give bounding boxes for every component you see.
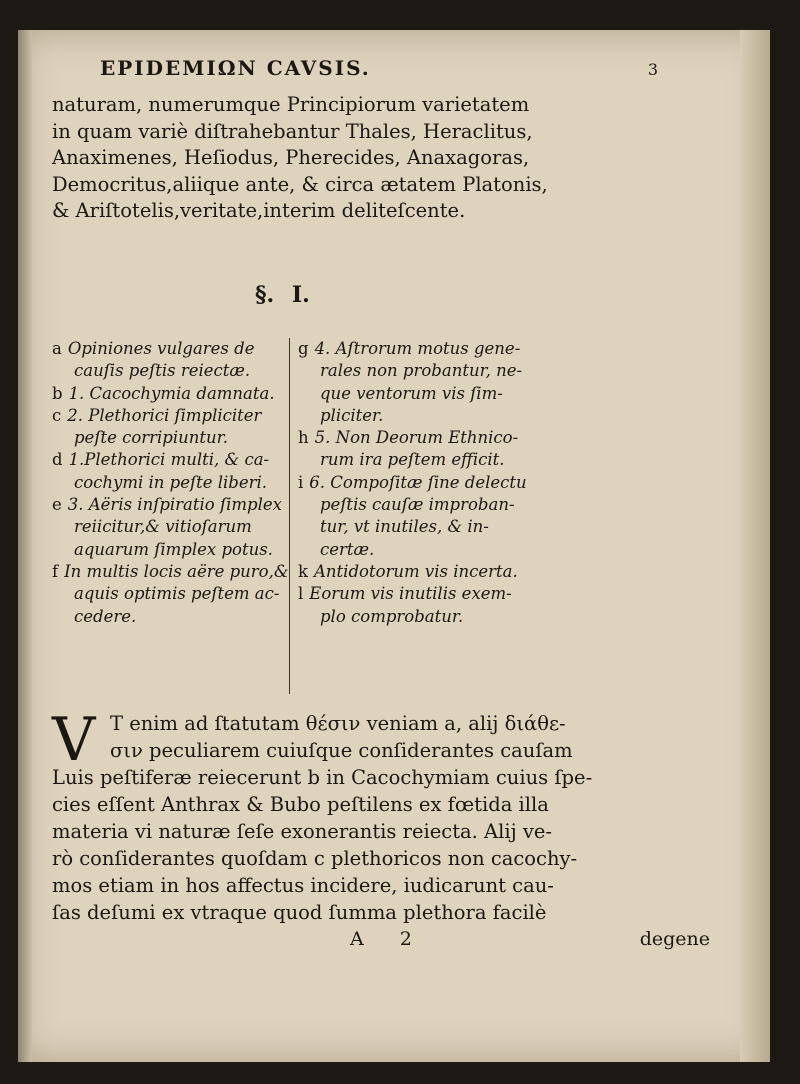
note-text: 6. Compoſitæ ſine delectu xyxy=(309,472,527,492)
note-text: peſte corripiuntur. xyxy=(74,428,228,448)
note-line xyxy=(52,405,292,427)
note-text: tur, vt inutiles, & in- xyxy=(320,517,489,537)
note-mark: g xyxy=(298,339,309,358)
note-text: pliciter. xyxy=(320,405,384,425)
page-number: 3 xyxy=(647,60,660,79)
catchword: degene xyxy=(639,928,710,950)
page-gutter xyxy=(740,30,770,1062)
note-mark: f xyxy=(52,561,59,581)
note-line xyxy=(52,606,292,628)
note-line xyxy=(52,449,292,471)
marginal-note xyxy=(52,338,292,383)
note-line xyxy=(298,494,538,516)
note-line xyxy=(52,561,292,583)
signature-number: 2 xyxy=(399,928,412,950)
note-text: cochymi in peſte liberi. xyxy=(74,472,268,492)
note-mark: d xyxy=(52,450,63,470)
marginal-note xyxy=(52,494,292,561)
drop-cap: V xyxy=(52,705,96,775)
note-text: 1. Cacochymia damnata. xyxy=(68,383,275,403)
note-line xyxy=(52,472,292,494)
note-line xyxy=(52,360,292,382)
intro-paragraph xyxy=(52,92,722,225)
body-paragraph xyxy=(52,705,722,926)
section-heading xyxy=(255,282,555,308)
text-line: T enim ad ſtatutam θέσιν veniam a, alij διάθε- xyxy=(110,712,566,735)
note-line xyxy=(298,539,538,561)
note-line xyxy=(298,583,538,605)
note-mark: e xyxy=(52,495,62,515)
section-symbol: §. xyxy=(255,282,275,308)
note-line xyxy=(298,561,538,583)
note-text: 3. Aëris inſpiratio ſimplex xyxy=(67,495,282,515)
note-text: aquarum ſimplex potus. xyxy=(74,539,273,559)
page-edge xyxy=(18,30,32,1062)
note-text: 1.Plethorici multi, & ca- xyxy=(68,450,270,470)
text-line: cies eſſent Anthrax & Bubo peſtilens ex fœtida illa xyxy=(52,793,549,816)
text-line: naturam, numerumque Principiorum varietatem xyxy=(52,93,530,116)
text-line: Anaximenes, Heſiodus, Pherecides, Anaxagoras, xyxy=(52,146,530,169)
note-mark: a xyxy=(52,339,62,358)
note-line xyxy=(298,472,538,494)
column-divider xyxy=(289,338,290,694)
text-line: σιν peculiarem cuiuſque conſiderantes cauſam xyxy=(110,739,573,762)
note-line xyxy=(298,427,538,449)
note-text: certæ. xyxy=(320,539,375,559)
note-text: In multis locis aëre puro,& xyxy=(64,561,289,581)
note-text: plo comprobatur. xyxy=(320,606,464,626)
marginal-note xyxy=(298,338,538,427)
note-text: Antidotorum vis incerta. xyxy=(314,561,518,581)
note-line xyxy=(52,583,292,605)
note-line xyxy=(52,338,292,360)
note-mark: h xyxy=(298,428,309,448)
note-text: peſtis cauſæ improban- xyxy=(320,495,515,515)
note-text: que ventorum vis ſim- xyxy=(320,383,503,403)
note-text: aquis optimis peſtem ac- xyxy=(74,584,280,604)
note-line xyxy=(298,606,538,628)
notes-column-left xyxy=(52,338,292,628)
text-line: Democritus,aliique ante, & circa ætatem Platonis, xyxy=(52,172,548,196)
note-mark: c xyxy=(52,405,62,425)
note-mark: l xyxy=(298,584,304,604)
running-header xyxy=(100,56,660,86)
signature-mark: A xyxy=(350,928,364,950)
marginal-note xyxy=(52,561,292,628)
text-line: Luis peſtiferæ reiecerunt b in Cacochymiam cuius ſpe- xyxy=(52,766,593,789)
note-text: rum ira peſtem efficit. xyxy=(320,450,505,470)
note-mark: i xyxy=(298,472,304,492)
note-text: 4. Aſtrorum motus gene- xyxy=(314,339,521,358)
note-text: rales non probantur, ne- xyxy=(320,361,523,381)
note-text: cedere. xyxy=(74,606,137,626)
note-line xyxy=(298,405,538,427)
marginal-note xyxy=(298,583,538,628)
text-line: materia vi naturæ ſeſe exonerantis reiecta. Alij ve- xyxy=(52,820,552,843)
marginal-note xyxy=(298,427,538,472)
note-line xyxy=(52,427,292,449)
notes-column-right xyxy=(298,338,538,628)
note-line xyxy=(298,449,538,471)
note-line xyxy=(52,494,292,516)
note-text: 5. Non Deorum Ethnico- xyxy=(314,428,519,448)
text-line: in quam variè diſtrahebantur Thales, Heraclitus, xyxy=(52,119,533,143)
marginal-notes xyxy=(52,338,712,710)
note-mark: k xyxy=(298,561,308,581)
note-line xyxy=(298,383,538,405)
note-line xyxy=(298,516,538,538)
note-mark: b xyxy=(52,383,63,403)
text-line: mos etiam in hos affectus incidere, iudicarunt cau- xyxy=(52,874,554,897)
signature-line xyxy=(350,928,710,950)
text-line: & Ariſtotelis,veritate,interim deliteſcente. xyxy=(52,199,466,222)
marginal-note xyxy=(52,449,292,494)
running-title: EPIDEMIΩN CAVSIS. xyxy=(100,56,371,80)
note-line xyxy=(52,516,292,538)
marginal-note xyxy=(52,383,292,405)
note-text: Eorum vis inutilis exem- xyxy=(309,584,512,604)
marginal-note xyxy=(52,405,292,450)
text-line: ſas deſumi ex vtraque quod ſumma plethora facilè xyxy=(52,901,547,924)
note-text: 2. Plethorici ſimpliciter xyxy=(67,405,262,425)
note-text: reiicitur,& vitioſarum xyxy=(74,517,252,537)
note-text: Opiniones vulgares de xyxy=(67,339,255,358)
text-line: rò conſiderantes quoſdam c plethoricos non cacochy- xyxy=(52,847,578,870)
note-line xyxy=(298,360,538,382)
note-line xyxy=(52,539,292,561)
note-line xyxy=(298,338,538,360)
section-number: I. xyxy=(291,282,310,308)
marginal-note xyxy=(298,561,538,583)
marginal-note xyxy=(298,472,538,561)
note-line xyxy=(52,383,292,405)
note-text: cauſis peſtis reiectæ. xyxy=(74,361,251,381)
